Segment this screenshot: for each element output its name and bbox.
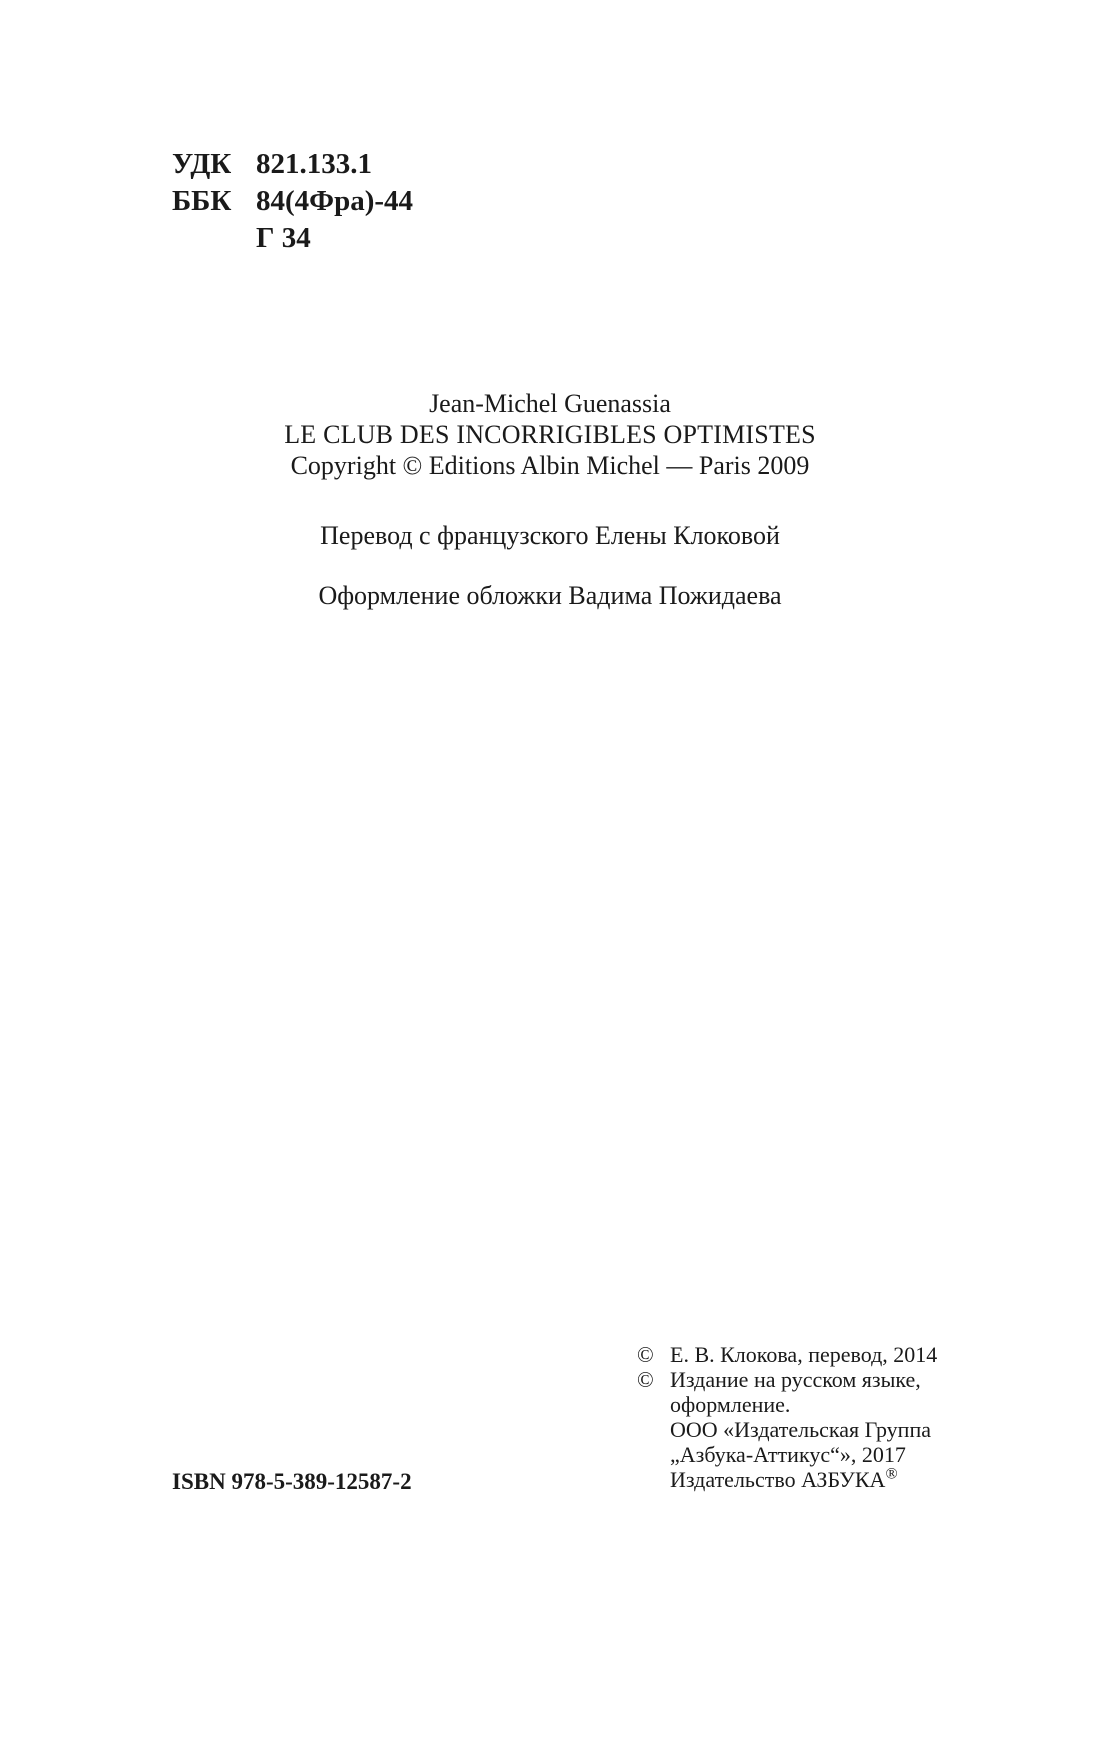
copyright-symbol: © — [637, 1342, 654, 1367]
copyright-notice-line: оформление. — [670, 1392, 791, 1417]
bbk-value: 84(4Фра)-44 — [256, 185, 414, 217]
isbn: ISBN 978-5-389-12587-2 — [172, 1469, 412, 1494]
bbk-row — [172, 183, 413, 220]
udk-row — [172, 146, 413, 183]
cover-design-credit: Оформление обложки Вадима Пожидаева — [318, 581, 782, 610]
classification-block — [172, 146, 413, 257]
udk-value: 821.133.1 — [256, 148, 372, 180]
copyright-notice-line: ООО «Издательская Группа — [670, 1417, 931, 1442]
registered-mark-icon: ® — [885, 1465, 898, 1483]
original-edition-credits — [0, 388, 1100, 481]
publisher-name: Издательство АЗБУКА — [670, 1467, 886, 1492]
copyright-notice-translation — [637, 1342, 937, 1367]
translation-credit: Перевод с французского Елены Клоковой — [320, 521, 780, 550]
author-mark: Г 34 — [256, 222, 311, 254]
copyright-notice-line: „Азбука-Аттикус“», 2017 — [670, 1442, 906, 1467]
original-copyright: Copyright © Editions Albin Michel — Paris 2009 — [290, 451, 810, 480]
original-author: Jean-Michel Guenassia — [429, 389, 671, 418]
copyright-symbol: © — [637, 1367, 654, 1392]
author-mark-row — [172, 220, 413, 257]
bbk-label: ББК — [172, 185, 232, 217]
udk-label: УДК — [172, 148, 232, 180]
original-title: LE CLUB DES INCORRIGIBLES OPTIMISTES — [284, 420, 816, 449]
copyright-notice-publisher — [637, 1467, 937, 1492]
copyright-notices — [637, 1342, 937, 1492]
copyright-notice-text: Издание на русском языке, — [670, 1367, 921, 1392]
copyright-notice-edition — [637, 1367, 937, 1392]
copyright-notice-text: Е. В. Клокова, перевод, 2014 — [670, 1342, 938, 1367]
